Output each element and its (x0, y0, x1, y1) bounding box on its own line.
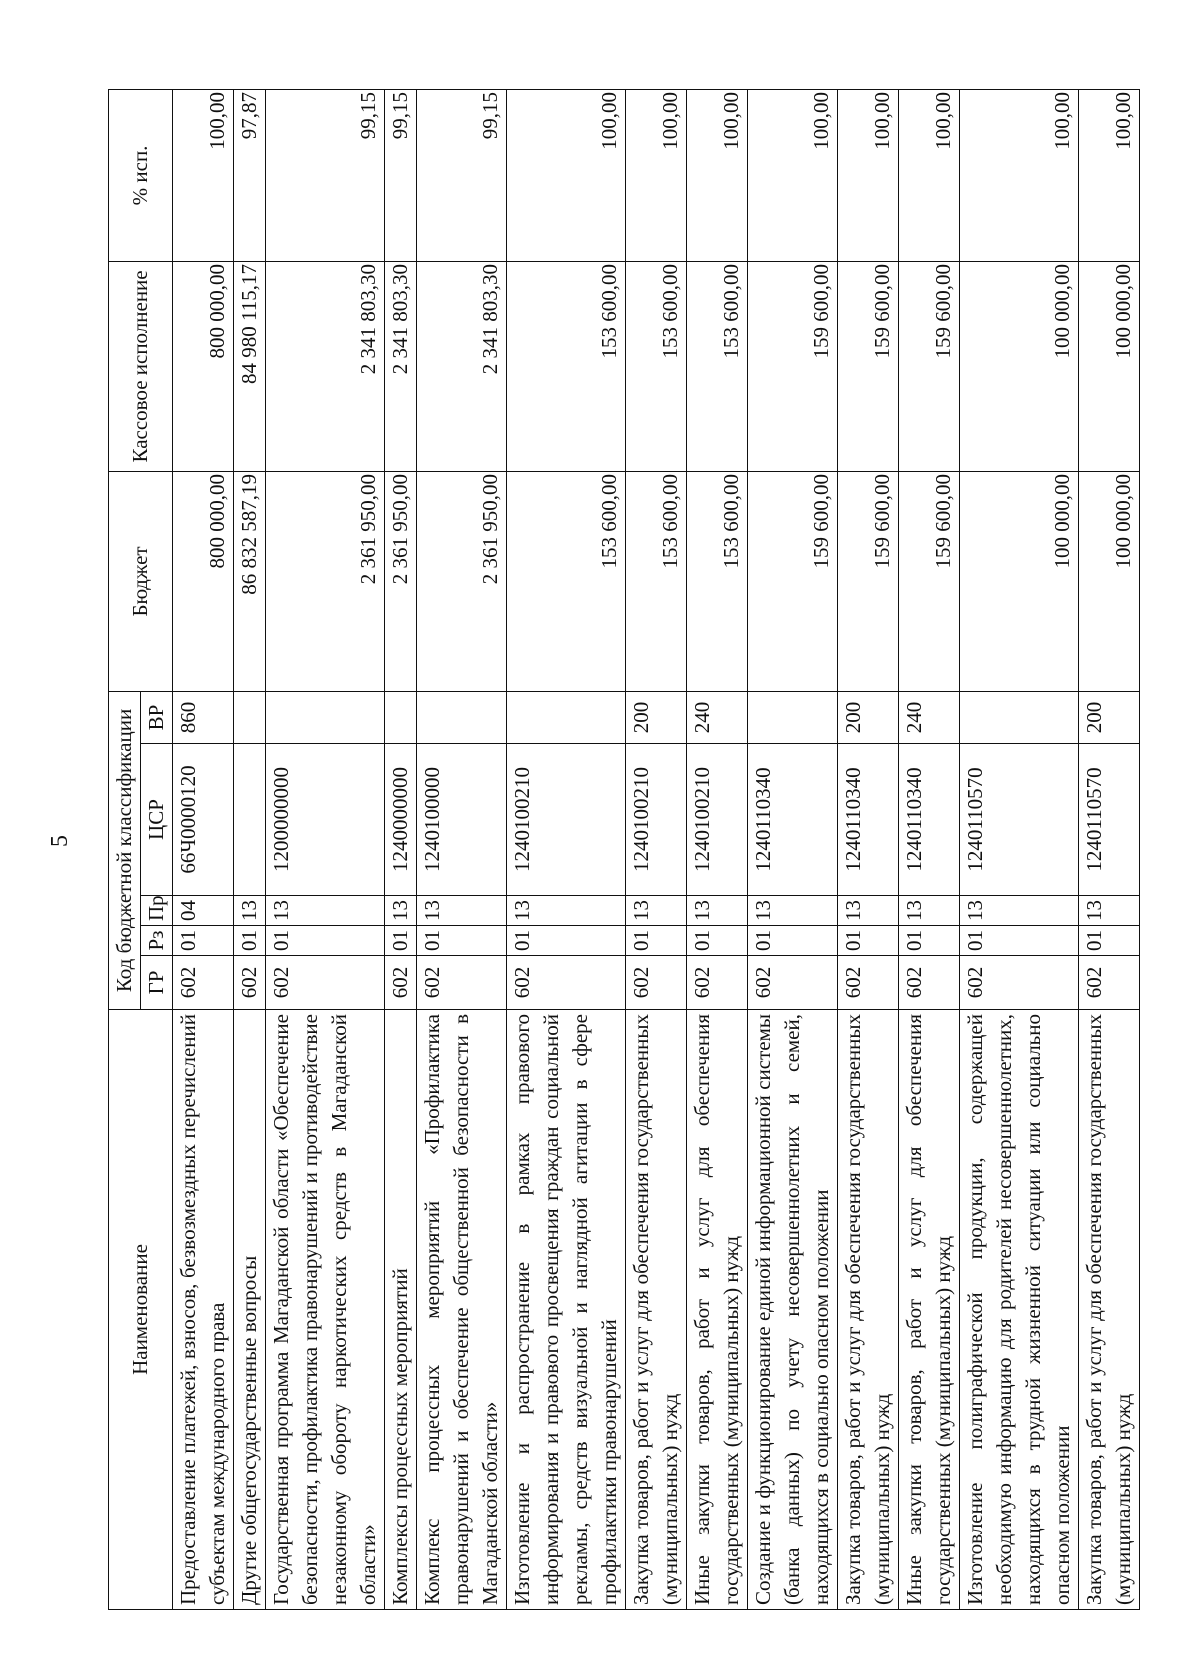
row-pr-cell: 13 (748, 896, 838, 926)
row-cash-cell: 159 600,00 (748, 261, 838, 471)
row-name-cell: Изготовление и распространение в рамках правового информирования и правового просвещения граждан социальной рекламы, средств визуальной и наглядной агитации в сфере профилактики правонарушений (507, 1010, 626, 1610)
row-cash-cell: 2 341 803,30 (385, 261, 417, 471)
table-row (838, 89, 899, 1609)
row-budget-cell: 800 000,00 (173, 471, 234, 691)
row-gr-cell: 602 (417, 956, 507, 1010)
row-csr-cell: 1240110340 (838, 744, 899, 896)
row-gr-cell: 602 (173, 956, 234, 1010)
row-csr-cell: 1200000000 (266, 744, 385, 896)
row-rz-cell: 01 (687, 926, 748, 956)
row-vr-cell: 240 (687, 691, 748, 743)
row-pct-cell: 100,00 (748, 89, 838, 261)
table-row (173, 89, 234, 1609)
row-pct-cell: 100,00 (838, 89, 899, 261)
row-name-cell: Комплекс процессных мероприятий «Профилактика правонарушений и обеспечение общественной безопасности в Магаданской области» (417, 1010, 507, 1610)
row-gr-cell: 602 (234, 956, 266, 1010)
row-csr-cell (234, 744, 266, 896)
header-rz: Рз (141, 926, 173, 956)
table-row (626, 89, 687, 1609)
row-csr-cell: 1240100210 (507, 744, 626, 896)
row-rz-cell: 01 (234, 926, 266, 956)
row-pct-cell: 100,00 (687, 89, 748, 261)
row-rz-cell: 01 (417, 926, 507, 956)
row-rz-cell: 01 (838, 926, 899, 956)
row-budget-cell: 86 832 587,19 (234, 471, 266, 691)
row-gr-cell: 602 (838, 956, 899, 1010)
table-row (748, 89, 838, 1609)
row-pct-cell: 99,15 (266, 89, 385, 261)
row-vr-cell: 860 (173, 691, 234, 743)
row-budget-cell: 159 600,00 (748, 471, 838, 691)
table-row (687, 89, 748, 1609)
row-vr-cell: 200 (838, 691, 899, 743)
table-row (385, 89, 417, 1609)
row-name-cell: Изготовление полиграфической продукции, содержащей необходимую информацию для родителей несовершеннолетних, находящихся в трудной жизненной ситуации или социально опасном положении (960, 1010, 1079, 1610)
row-budget-cell: 153 600,00 (507, 471, 626, 691)
row-rz-cell: 01 (385, 926, 417, 956)
row-rz-cell: 01 (507, 926, 626, 956)
row-pr-cell: 13 (687, 896, 748, 926)
row-name-cell: Государственная программа Магаданской области «Обеспечение безопасности, профилактика правонарушений и противодействие незаконному обороту наркотических средств в Магаданской области» (266, 1010, 385, 1610)
row-csr-cell: 1240100000 (417, 744, 507, 896)
row-gr-cell: 602 (385, 956, 417, 1010)
table-body (173, 89, 1140, 1609)
row-pct-cell: 100,00 (899, 89, 960, 261)
row-rz-cell: 01 (626, 926, 687, 956)
rotated-page-content (108, 90, 1153, 1610)
row-vr-cell (385, 691, 417, 743)
row-name-cell: Другие общегосударственные вопросы (234, 1010, 266, 1610)
row-csr-cell: 1240100210 (687, 744, 748, 896)
row-pct-cell: 100,00 (173, 89, 234, 261)
row-vr-cell (234, 691, 266, 743)
row-vr-cell: 200 (626, 691, 687, 743)
row-cash-cell: 159 600,00 (838, 261, 899, 471)
row-budget-cell: 159 600,00 (899, 471, 960, 691)
row-pr-cell: 13 (626, 896, 687, 926)
row-vr-cell (266, 691, 385, 743)
row-pr-cell: 13 (1079, 896, 1140, 926)
row-name-cell: Иные закупки товаров, работ и услуг для обеспечения государственных (муниципальных) нужд (899, 1010, 960, 1610)
row-cash-cell: 800 000,00 (173, 261, 234, 471)
row-name-cell: Создание и функционирование единой информационной системы (банка данных) по учету несовершеннолетних и семей, находящихся в социально опасном положении (748, 1010, 838, 1610)
row-pr-cell: 13 (417, 896, 507, 926)
row-rz-cell: 01 (899, 926, 960, 956)
row-csr-cell: 1240000000 (385, 744, 417, 896)
row-vr-cell (748, 691, 838, 743)
header-cash: Кассовое исполнение (109, 261, 173, 471)
row-cash-cell: 2 341 803,30 (266, 261, 385, 471)
row-pr-cell: 13 (266, 896, 385, 926)
header-vr: ВР (141, 691, 173, 743)
row-gr-cell: 602 (960, 956, 1079, 1010)
row-vr-cell (507, 691, 626, 743)
row-cash-cell: 100 000,00 (1079, 261, 1140, 471)
row-gr-cell: 602 (1079, 956, 1140, 1010)
table-row (507, 89, 626, 1609)
row-gr-cell: 602 (507, 956, 626, 1010)
row-budget-cell: 153 600,00 (687, 471, 748, 691)
row-pr-cell: 13 (960, 896, 1079, 926)
row-rz-cell: 01 (173, 926, 234, 956)
table-row (266, 89, 385, 1609)
row-pr-cell: 13 (234, 896, 266, 926)
header-gr: ГР (141, 956, 173, 1010)
row-pct-cell: 100,00 (626, 89, 687, 261)
row-name-cell: Иные закупки товаров, работ и услуг для обеспечения государственных (муниципальных) нужд (687, 1010, 748, 1610)
row-pct-cell: 99,15 (417, 89, 507, 261)
header-name: Наименование (109, 1010, 173, 1610)
row-gr-cell: 602 (748, 956, 838, 1010)
row-rz-cell: 01 (960, 926, 1079, 956)
row-name-cell: Закупка товаров, работ и услуг для обеспечения государственных (муниципальных) нужд (1079, 1010, 1140, 1610)
table-row (899, 89, 960, 1609)
row-pr-cell: 13 (507, 896, 626, 926)
budget-table (108, 89, 1140, 1610)
row-budget-cell: 2 361 950,00 (385, 471, 417, 691)
row-budget-cell: 100 000,00 (1079, 471, 1140, 691)
row-pct-cell: 97,87 (234, 89, 266, 261)
row-pr-cell: 13 (838, 896, 899, 926)
row-pr-cell: 13 (899, 896, 960, 926)
row-pct-cell: 99,15 (385, 89, 417, 261)
row-rz-cell: 01 (748, 926, 838, 956)
row-pct-cell: 100,00 (1079, 89, 1140, 261)
row-budget-cell: 159 600,00 (838, 471, 899, 691)
row-budget-cell: 2 361 950,00 (417, 471, 507, 691)
row-budget-cell: 153 600,00 (626, 471, 687, 691)
row-csr-cell: 1240110340 (748, 744, 838, 896)
header-pr: Пр (141, 896, 173, 926)
row-vr-cell (417, 691, 507, 743)
table-row (234, 89, 266, 1609)
row-rz-cell: 01 (1079, 926, 1140, 956)
row-cash-cell: 100 000,00 (960, 261, 1079, 471)
table-header (109, 89, 173, 1609)
row-vr-cell (960, 691, 1079, 743)
row-pct-cell: 100,00 (960, 89, 1079, 261)
row-gr-cell: 602 (266, 956, 385, 1010)
row-pr-cell: 04 (173, 896, 234, 926)
header-csr: ЦСР (141, 744, 173, 896)
row-budget-cell: 2 361 950,00 (266, 471, 385, 691)
row-gr-cell: 602 (626, 956, 687, 1010)
row-gr-cell: 602 (899, 956, 960, 1010)
row-name-cell: Комплексы процессных мероприятий (385, 1010, 417, 1610)
table-row (417, 89, 507, 1609)
row-name-cell: Предоставление платежей, взносов, безвозмездных перечислений субъектам международного права (173, 1010, 234, 1610)
row-vr-cell: 240 (899, 691, 960, 743)
row-csr-cell: 1240110340 (899, 744, 960, 896)
row-cash-cell: 153 600,00 (507, 261, 626, 471)
row-csr-cell: 1240100210 (626, 744, 687, 896)
row-cash-cell: 159 600,00 (899, 261, 960, 471)
row-cash-cell: 153 600,00 (687, 261, 748, 471)
row-cash-cell: 84 980 115,17 (234, 261, 266, 471)
header-budget: Бюджет (109, 471, 173, 691)
row-name-cell: Закупка товаров, работ и услуг для обеспечения государственных (муниципальных) нужд (626, 1010, 687, 1610)
row-name-cell: Закупка товаров, работ и услуг для обеспечения государственных (муниципальных) нужд (838, 1010, 899, 1610)
row-csr-cell: 1240110570 (960, 744, 1079, 896)
row-pr-cell: 13 (385, 896, 417, 926)
row-csr-cell: 66Ч0000120 (173, 744, 234, 896)
row-rz-cell: 01 (266, 926, 385, 956)
row-cash-cell: 153 600,00 (626, 261, 687, 471)
header-code-group: Код бюджетной классификации (109, 691, 141, 1009)
row-csr-cell: 1240110570 (1079, 744, 1140, 896)
table-row (1079, 89, 1140, 1609)
row-pct-cell: 100,00 (507, 89, 626, 261)
row-cash-cell: 2 341 803,30 (417, 261, 507, 471)
header-pct: % исп. (109, 89, 173, 261)
page-number: 5 (47, 835, 73, 847)
row-budget-cell: 100 000,00 (960, 471, 1079, 691)
row-gr-cell: 602 (687, 956, 748, 1010)
row-vr-cell: 200 (1079, 691, 1140, 743)
table-row (960, 89, 1079, 1609)
